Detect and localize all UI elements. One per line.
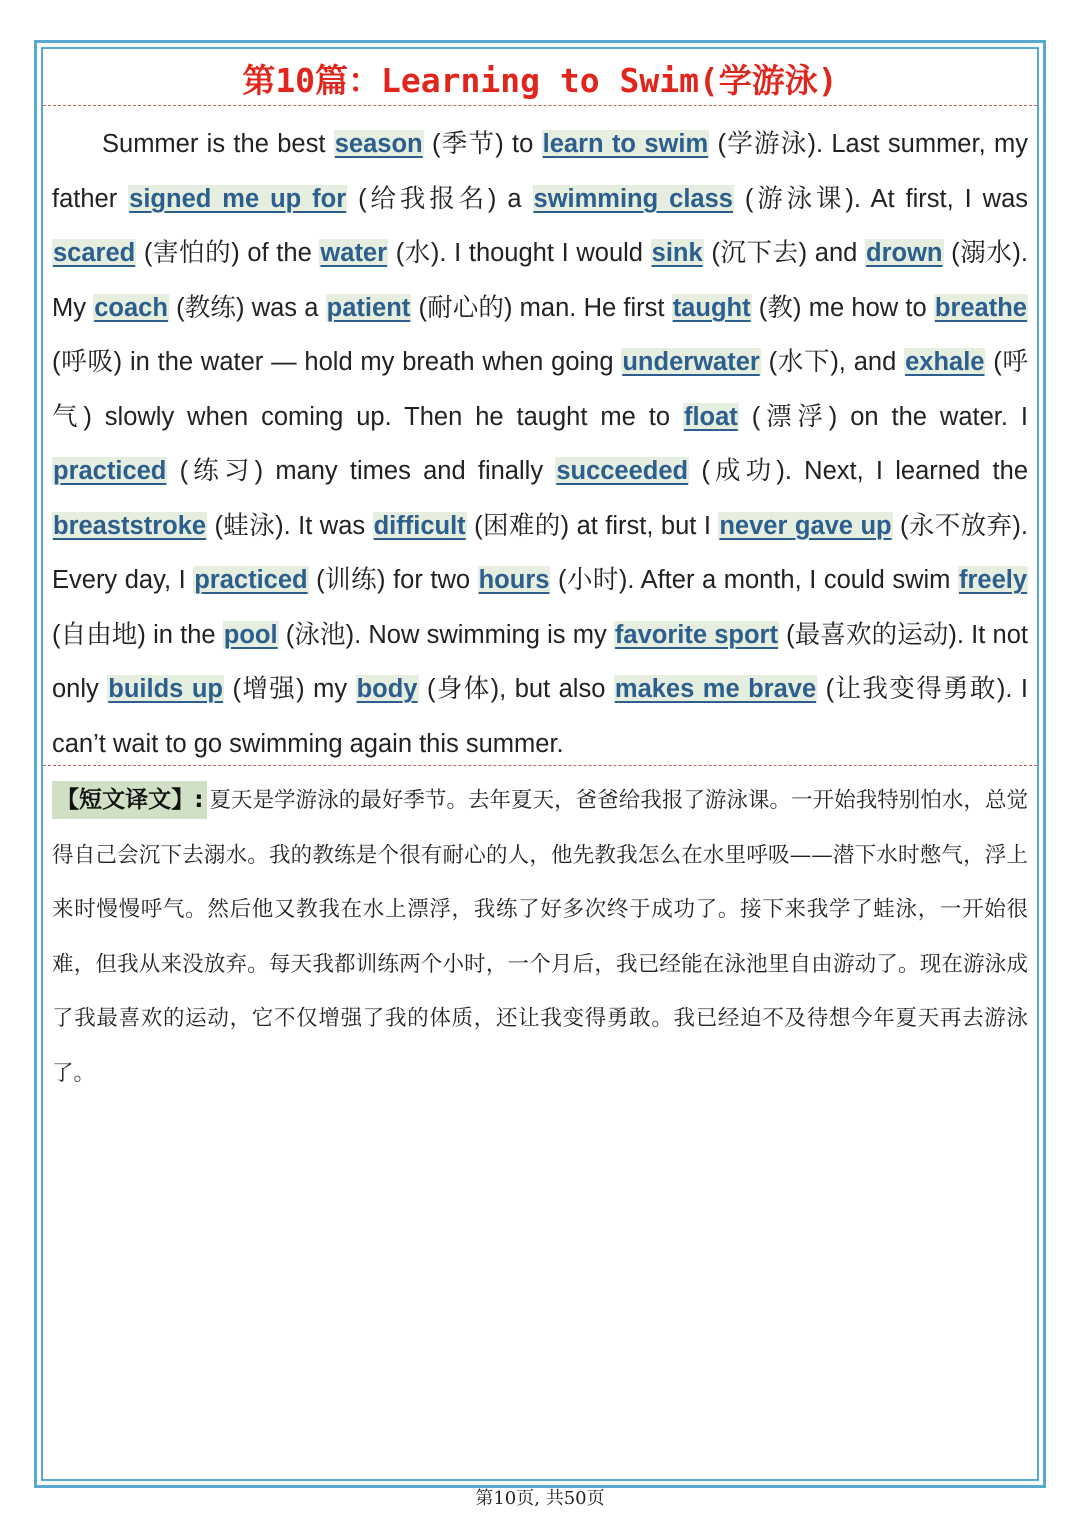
vocab-keyword: water (320, 239, 388, 267)
passage-text: (永不放弃). Every day, I (52, 511, 1028, 594)
passage-text: (困难的) at first, but I (466, 511, 719, 540)
translation-label: 【短文译文】: (52, 781, 207, 819)
passage-divider (43, 765, 1037, 766)
vocab-keyword: never gave up (719, 511, 892, 540)
passage-text: (教练) was a (168, 293, 326, 322)
vocab-keyword: pool (223, 620, 278, 649)
vocab-keyword: builds up (108, 675, 223, 703)
passage-text: (小时). After a month, I could swim (550, 566, 958, 594)
vocab-keyword: breaststroke (53, 511, 207, 540)
passage-text: (呼气) slowly when coming up. Then he taught me to (52, 348, 1029, 431)
passage-text: (蛙泳). It was (207, 511, 373, 540)
vocab-keyword: breathe (934, 293, 1027, 322)
passage-text: (教) me how to (751, 293, 934, 322)
passage-text: (水下), and (760, 348, 905, 376)
vocab-keyword: taught (672, 293, 751, 322)
vocab-keyword: learn to swim (542, 130, 709, 158)
passage-text: (练习) many times and finally (167, 457, 556, 485)
vocab-keyword: succeeded (556, 457, 689, 485)
passage-text: (水). I thought I would (388, 239, 651, 267)
vocab-keyword: difficult (373, 511, 466, 540)
passage-text: (学游泳). Last summer, my father (52, 130, 1028, 213)
english-passage (52, 117, 1028, 771)
vocab-keyword: practiced (194, 566, 308, 594)
passage-text: (漂浮) on the water. I (738, 402, 1028, 431)
vocab-keyword: coach (94, 293, 168, 322)
translation-text: 夏天是学游泳的最好季节。去年夏天，爸爸给我报了游泳课。一开始我特别怕水，总觉得自己会沉下去溺水。我的教练是个很有耐心的人，他先教我怎么在水里呼吸——潜下水时憋气，浮上来时慢慢呼气。然后他又教我在水上漂浮，我练了好多次终于成功了。接下来我学了蛙泳，一开始很难，但我从来没放弃。每天我都训练两个小时，一个月后，我已经能在泳池里自由游动了。现在游泳成了我最喜欢的运动，它不仅增强了我的体质，还让我变得勇敢。我已经迫不及待想今年夏天再去游泳了。 (52, 788, 1028, 1086)
passage-text: (最喜欢的运动). It not only (52, 620, 1028, 703)
passage-text: (给我报名) a (347, 184, 533, 213)
passage-text: (成功). Next, I learned the (689, 457, 1028, 485)
passage-text: (呼吸) in the water — hold my breath when going (52, 348, 622, 376)
passage-text: (训练) for two (308, 566, 478, 594)
article-title: 第10篇：Learning to Swim(学游泳) (242, 61, 838, 100)
vocab-keyword: signed me up for (129, 184, 347, 213)
passage-text: (增强) my (223, 675, 356, 703)
vocab-keyword: makes me brave (614, 675, 817, 703)
passage-text: (游泳课). At first, I was (733, 184, 1028, 213)
passage-text: (季节) to (423, 130, 542, 158)
vocab-keyword: exhale (905, 348, 985, 376)
vocab-keyword: sink (651, 239, 703, 267)
vocab-keyword: scared (53, 239, 136, 267)
passage-text: (身体), but also (418, 675, 614, 703)
passage-text: (自由地) in the (52, 620, 223, 649)
vocab-keyword: body (356, 675, 418, 703)
title-divider (43, 105, 1037, 106)
translation-block (52, 773, 1028, 1101)
vocab-keyword: underwater (622, 348, 760, 376)
vocab-keyword: swimming class (533, 184, 733, 213)
vocab-keyword: float (683, 402, 738, 431)
vocab-keyword: patient (326, 293, 411, 322)
vocab-keyword: season (334, 130, 423, 158)
vocab-keyword: freely (958, 566, 1028, 594)
vocab-keyword: hours (478, 566, 550, 594)
passage-text: (让我变得勇敢). I can’t wait to go swimming again this summer. (52, 675, 1029, 758)
passage-text: (沉下去) and (703, 239, 866, 267)
page-number: 第10页, 共50页 (475, 1488, 605, 1509)
passage-text: (泳池). Now swimming is my (278, 620, 614, 649)
passage-text: (耐心的) man. He first (411, 293, 672, 322)
vocab-keyword: drown (866, 239, 943, 267)
vocab-keyword: favorite sport (614, 620, 778, 649)
vocab-keyword: practiced (53, 457, 167, 485)
passage-text: (害怕的) of the (136, 239, 320, 267)
passage-text: (溺水). My (52, 239, 1028, 322)
passage-text: Summer is the best (102, 130, 334, 158)
